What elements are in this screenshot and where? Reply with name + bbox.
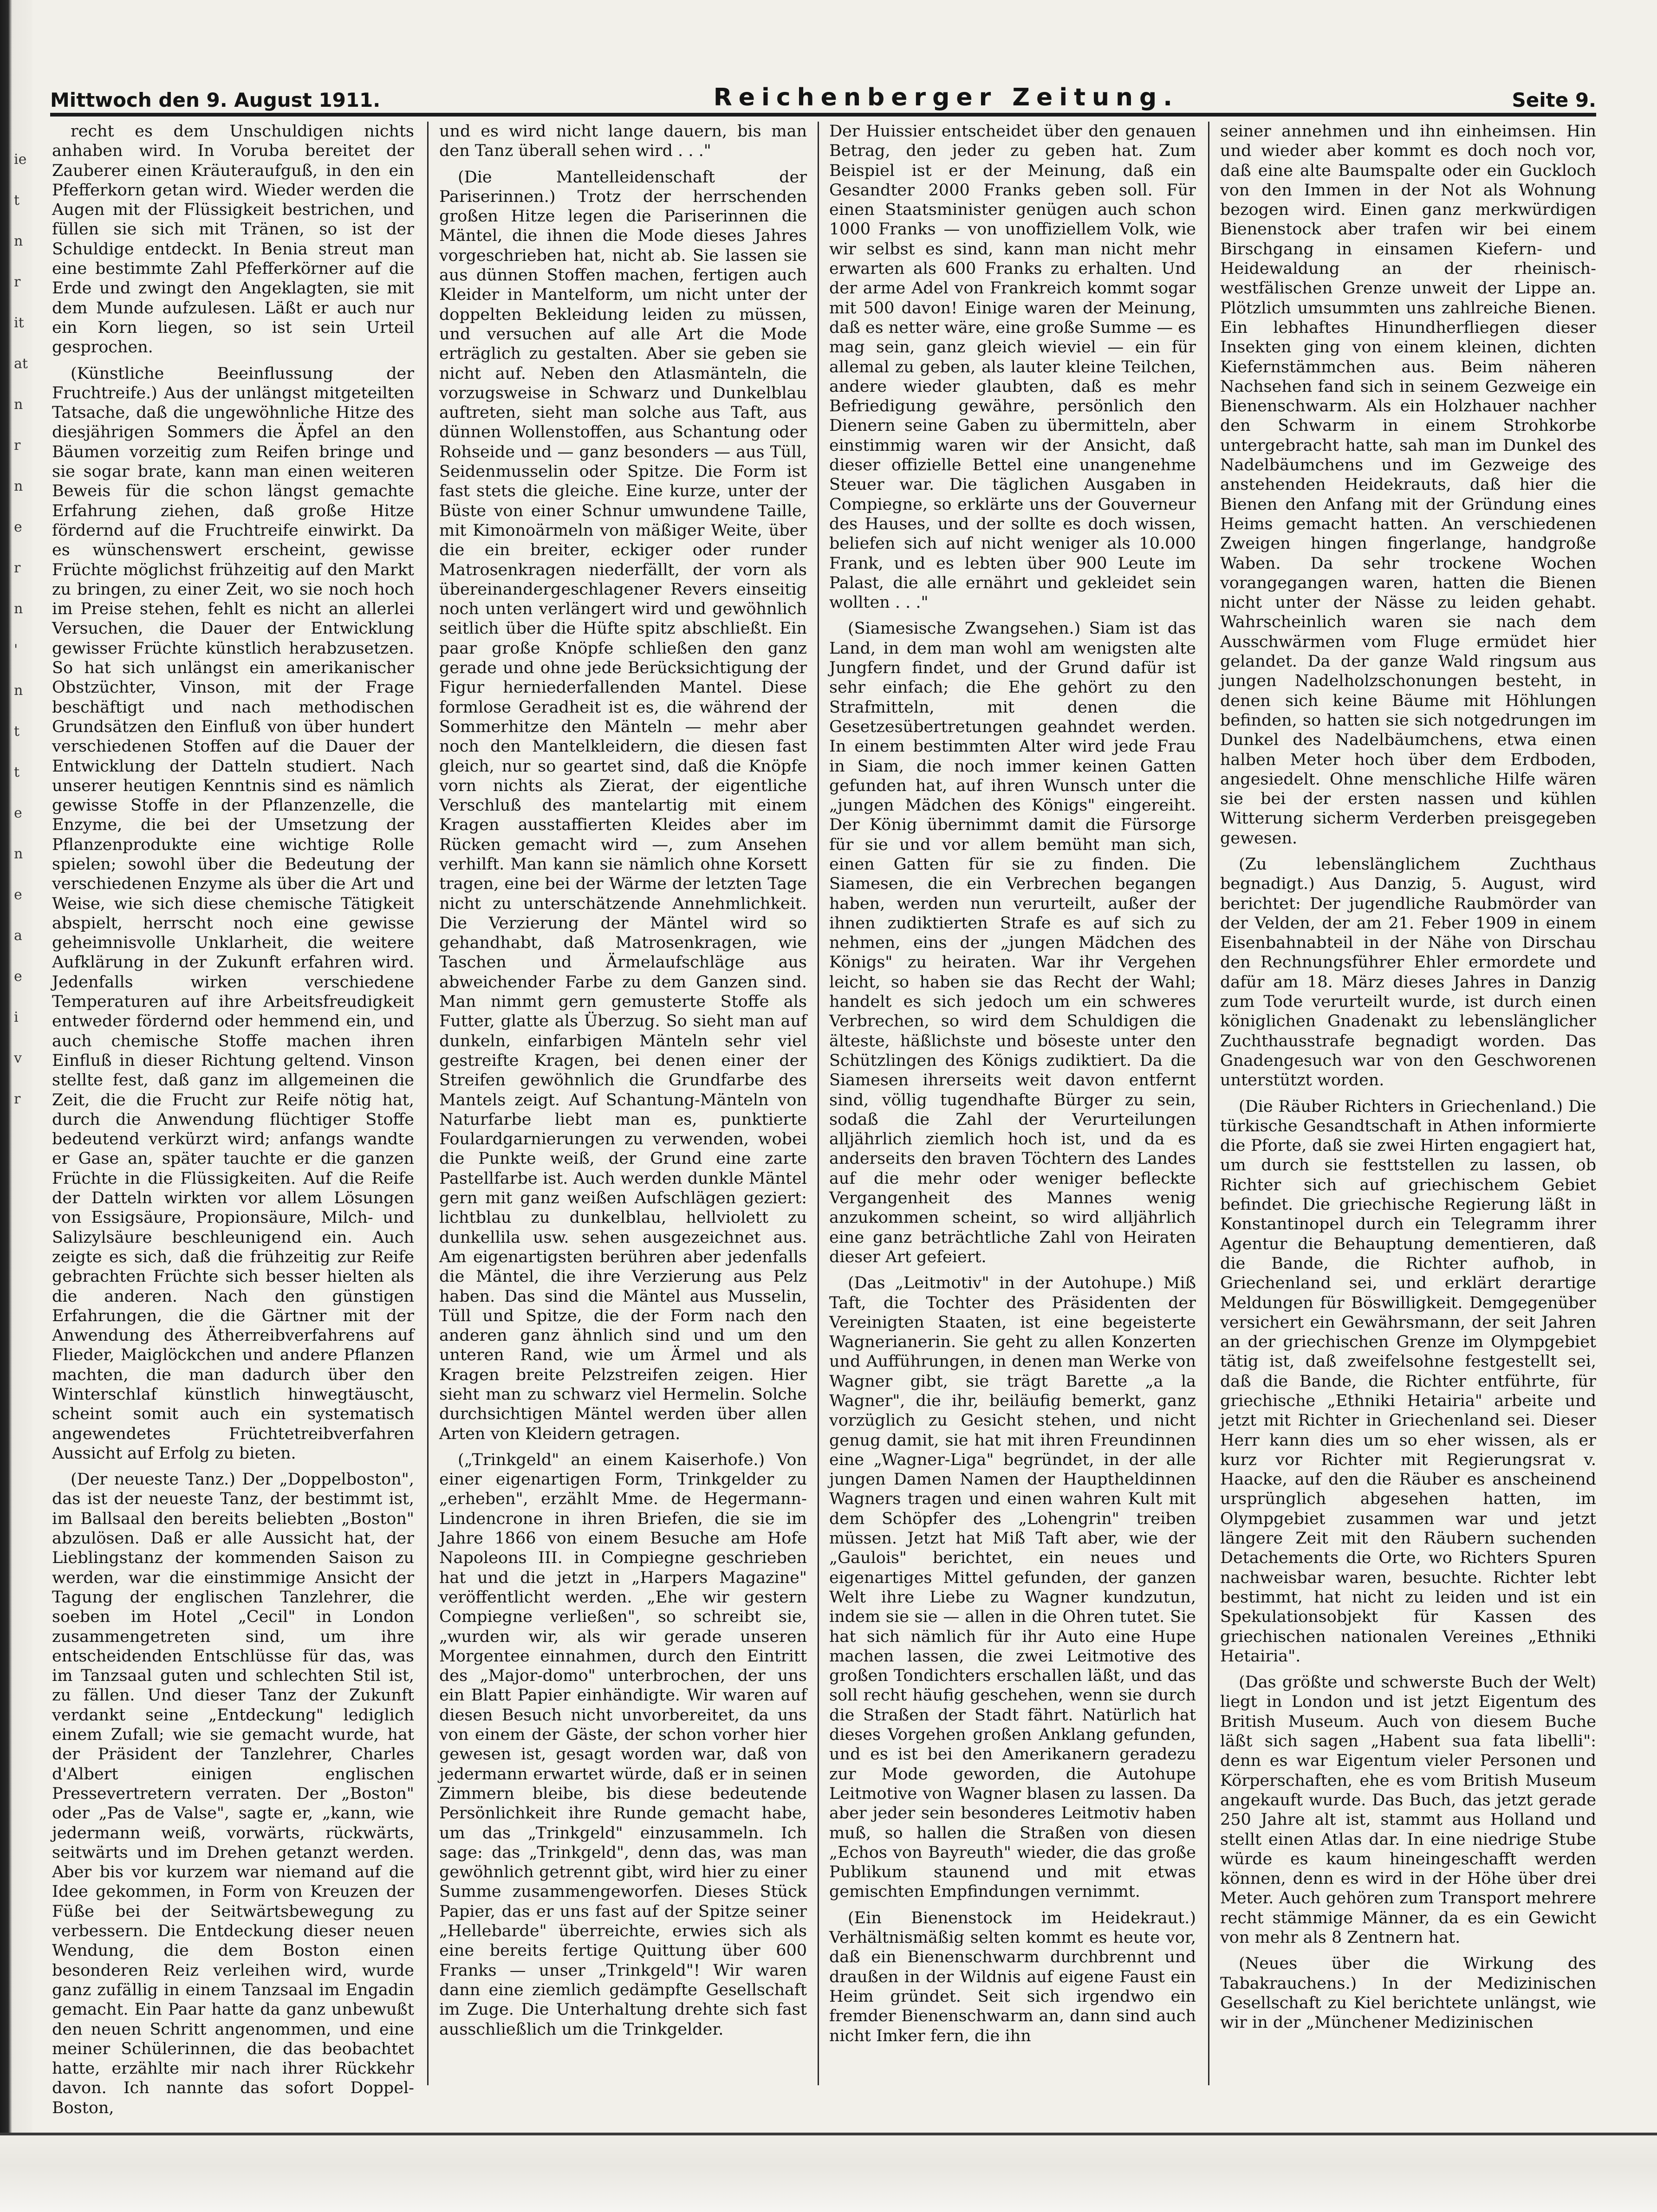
margin-fragment: n — [14, 478, 23, 494]
article-paragraph: (Das größte und schwerste Buch der Welt) liegt in London und ist jetzt Eigentum des British Museum. Auch von diesem Buche läßt sich sagen „Habent sua fata libelli": denn es war Eigentum vieler Personen und Körperschaften, ehe es vom British Museum angekauft wurde. Das Buch, das jetzt gerade 250 Jahre alt ist, stammt aus Holland und stellt einen Atlas dar. In eine niedrige Stube würde es kaum hineingeschafft werden können, denn es wird in der Höhe über drei Meter. Auch gehören zum Transport mehrere recht stämmige Männer, da es ein Gewicht von mehr als 8 Zentnern hat. — [1220, 1673, 1596, 1947]
margin-fragment: n — [14, 601, 23, 617]
margin-fragment: r — [14, 1091, 21, 1107]
header-rule — [50, 113, 1596, 117]
margin-fragment: i — [14, 1009, 19, 1025]
article-paragraph: seiner annehmen und ihn einheimsen. Hin und wieder aber kommt es doch noch vor, daß eine alte Baumspalte oder ein Guckloch von den Immen in der Not als Wohnung bezogen wird. Einen ganz merkwürdigen Bienenstock aber trafen wir bei einem Birschgang in einsamen Kiefern- und Heidewaldung an der rheinisch-westfälischen Grenze unweit der Lippe an. Plötzlich umsummten uns zahlreiche Bienen. Ein lebhaftes Hinundherfliegen dieser Insekten ging von einem kleinen, dichten Kiefernstämmchen aus. Beim näheren Nachsehen fand sich in seinem Gezweige ein Bienenschwarm. Als ein Holzhauer nachher den Schwarm in einem Strohkorbe untergebracht hatte, sah man im Dunkel des Nadelbäumchens und im Gezweige des anstehenden Heidekrauts, daß hier die Bienen den Anfang mit der Gründung eines Heims gemacht hatten. An verschiedenen Zweigen hingen fingerlange, handgroße Waben. Da sehr trockene Wochen vorangegangen waren, hatten die Bienen nicht unter der Nässe zu leiden gehabt. Wahrscheinlich waren sie nach dem Ausschwärmen vom Fluge ermüdet hier gelandet. Da der ganze Wald ringsum aus jungen Nadelholzschonungen besteht, in denen sich keine Bäume mit Höhlungen befinden, so hatten sie sich notgedrungen im Dunkel des Nadelbäumchens, etwa einen halben Meter hoch über dem Erdboden, angesiedelt. Ohne menschliche Hilfe wären sie bei der ersten nassen und kühlen Witterung sicherm Verderben preisgegeben gewesen. — [1220, 122, 1596, 848]
margin-fragment: e — [14, 805, 22, 821]
article-paragraph: Der Huissier entscheidet über den genauen Betrag, den jeder zu geben hat. Zum Beispiel ist er der Meinung, daß ein Gesandter 2000 Franks geben soll. Für einen Staatsminister genügen auch schon 1000 Franks — von unoffiziellem Volk, wie wir selbst es sind, kann man nicht mehr erwarten als 600 Franks zu erhalten. Und der arme Adel von Frankreich kommt sogar mit 500 davon! Einige waren der Meinung, daß es netter wäre, eine große Summe — es mag sein, ganz gleich wieviel — ein für allemal zu geben, als lauter kleine Teilchen, andere wieder glaubten, daß es mehr Befriedigung gewähre, persönlich den Dienern seine Gaben zu übermitteln, aber einstimmig waren wir der Ansicht, daß dieser offizielle Bettel eine unangenehme Steuer war. Die täglichen Ausgaben in Compiegne, so erklärte uns der Gouverneur des Hauses, und der sollte es doch wissen, beliefen sich auf nicht weniger als 10.000 Frank, und es lebten über 900 Leute im Palast, die alle ernährt und gekleidet sein wollten . . ." — [829, 122, 1196, 612]
article-paragraph: und es wird nicht lange dauern, bis man den Tanz überall sehen wird . . ." — [439, 122, 807, 161]
article-paragraph: (Die Räuber Richters in Griechenland.) Die türkische Gesandtschaft in Athen informierte die Pforte, daß sie zwei Hirten engagiert hat, um durch sie festtstellen zu lassen, ob Richter sich auf griechischem Gebiet befindet. Die griechische Regierung läßt in Konstantinopel durch ein Telegramm ihrer Agentur die Behauptung dementieren, daß die Bande, die Richter aufhob, in Griechenland sei, und erklärt derartige Meldungen für Böswilligkeit. Demgegenüber versichert ein Gewährsmann, der seit Jahren an der griechischen Grenze im Olympgebiet tätig ist, daß zweifelsohne festgestellt sei, daß die Bande, die Richter entführte, für griechische „Ethniki Hetairia" arbeite und jetzt mit Richter in Griechenland sei. Dieser Herr kann dies um so eher wissen, als er kurz vor Richter mit Regierungsrat v. Haacke, auf den die Räuber es anscheinend ursprünglich abgesehen hatten, im Olympgebiet zusammen war und jetzt längere Zeit mit den Räubern suchenden Detachements die Orte, wo Richters Spuren nachweisbar waren, besuchte. Richter lebt bestimmt, hat nicht zu leiden und ist ein Spekulationsobjekt für Kassen des griechischen nationalen Vereines „Ethniki Hetairia". — [1220, 1097, 1596, 1666]
margin-fragment: n — [14, 396, 23, 413]
article-paragraph: (Künstliche Beeinflussung der Fruchtreife.) Aus der unlängst mitgeteilten Tatsache, daß die ungewöhnliche Hitze des diesjährigen Sommers die Äpfel an den Bäumen vorzeitig zum Reifen bringe und sie sogar brate, kann man einen weiteren Beweis für die schon längst gemachte Erfahrung ziehen, daß große Hitze fördernd auf die Fruchtreife einwirkt. Da es wünschenswert erscheint, gewisse Früchte möglichst frühzeitig auf den Markt zu bringen, zu einer Zeit, wo sie noch hoch im Preise stehen, fehlt es nicht an allerlei Versuchen, die Dauer der Entwicklung gewisser Früchte künstlich herabzusetzen. So hat sich unlängst ein amerikanischer Obstzüchter, Vinson, mit der Frage beschäftigt und nach methodischen Grundsätzen den Einfluß von über hundert verschiedenen Stoffen auf die Dauer der Entwicklung der Datteln studiert. Nach unserer heutigen Kenntnis sind es nämlich gewisse Stoffe in der Pflanzenzelle, die Enzyme, die bei der Umsetzung der Pflanzenprodukte eine wichtige Rolle spielen; sowohl über die Bedeutung der verschiedenen Enzyme als über die Art und Weise, wie sich diese chemische Tätigkeit abspielt, herrscht noch eine gewisse geheimnisvolle Unklarheit, die weitere Aufklärung in der Zukunft erfahren wird. Jedenfalls wirken verschiedene Temperaturen auf ihre Arbeitsfreudigkeit entweder fördernd oder hemmend ein, und auch chemische Stoffe machen ihren Einfluß in dieser Richtung geltend. Vinson stellte fest, daß ganz im allgemeinen die Zeit, die die Frucht zur Reife nötig hat, durch die Anwendung flüchtiger Stoffe bedeutend verkürzt wird; anfangs wandte er Gase an, später tauchte er die ganzen Früchte in die Flüssigkeiten. Auf die Reife der Datteln wirkten vor allem Lösungen von Essigsäure, Propionsäure, Milch- und Salizylsäure beschleunigend ein. Auch zeigte es sich, daß die frühzeitig zur Reife gebrachten Früchte sich besser hielten als die anderen. Nach den günstigen Erfahrungen, die die Gärtner mit der Anwendung des Ätherreibverfahrens auf Flieder, Maiglöckchen und andere Pflanzen machten, die man dadurch über den Winterschlaf künstlich hinwegtäuscht, scheint somit auch ein systematisch angewendetes Früchtetreibverfahren Aussicht auf Erfolg zu bieten. — [52, 364, 414, 1463]
margin-fragment: n — [14, 846, 23, 862]
column-divider — [818, 122, 819, 2085]
margin-fragment: r — [14, 560, 21, 576]
margin-fragment: n — [14, 233, 23, 249]
article-paragraph: („Trinkgeld" an einem Kaiserhofe.) Von einer eigenartigen Form, Trinkgelder zu „erheben", erzählt Mme. de Hegermann-Lindencrone in ihren Briefen, die sie im Jahre 1866 von einem Besuche am Hofe Napoleons III. in Compiegne geschrieben hat und die jetzt in „Harpers Magazine" veröffentlicht werden. „Ehe wir gestern Compiegne verließen", so schreibt sie, „wurden wir, als wir gerade unseren Morgentee einnahmen, durch den Eintritt des „Major-domo" unterbrochen, der uns ein Blatt Papier einhändigte. Wir waren auf diesen Besuch nicht unvorbereitet, da uns von einem der Gäste, der schon vorher hier gewesen ist, gesagt worden war, daß von jedermann erwartet würde, daß er in seinen Zimmern bleibe, bis diese bedeutende Persönlichkeit ihre Runde gemacht habe, um das „Trinkgeld" einzusammeln. Ich sage: das „Trinkgeld", denn das, was man gewöhnlich getrennt gibt, wird hier zu einer Summe zusammengeworfen. Dieses Stück Papier, das er uns fast auf der Spitze seiner „Hellebarde" überreichte, erwies sich als eine bereits fertige Quittung über 600 Franks — unser „Trinkgeld"! Wir waren dann eine ziemlich gedämpfte Gesellschaft im Zuge. Die Unterhaltung drehte sich fast ausschließlich um die Trinkgelder. — [439, 1450, 807, 2039]
text-column-4 — [1220, 122, 1596, 2076]
margin-fragment: e — [14, 519, 22, 535]
header-page-number: Seite 9. — [1512, 89, 1596, 111]
article-paragraph: (Neues über die Wirkung des Tabakrauchens.) In der Medizinischen Gesellschaft zu Kiel berichtete unlängst, wie wir in der „Münchener Medizinischen — [1220, 1954, 1596, 2032]
article-paragraph: (Das „Leitmotiv" in der Autohupe.) Miß Taft, die Tochter des Präsidenten der Vereinigten Staaten, ist eine begeisterte Wagnerianerin. Sie geht zu allen Konzerten und Aufführungen, in denen man Werke von Wagner gibt, sie trägt Barette „a la Wagner", die ihr, beiläufig bemerkt, ganz vorzüglich zu Gesicht stehen, und nicht genug damit, sie hat mit ihren Freundinnen eine „Wagner-Liga" begründet, in der alle jungen Damen Namen der Hauptheldinnen Wagners tragen und einen wahren Kult mit dem Schöpfer des „Lohengrin" treiben müssen. Jetzt hat Miß Taft aber, wie der „Gaulois" berichtet, ein neues und eigenartiges Mittel gefunden, der ganzen Welt ihre Liebe zu Wagner kundzutun, indem sie sie — allen in die Ohren tutet. Sie hat sich nämlich für ihr Auto eine Hupe machen lassen, die zwei Leitmotive des großen Tondichters erschallen läßt, und das soll recht häufig geschehen, wenn sie durch die Straßen der Stadt fährt. Natürlich hat dieses Vorgehen großen Anklang gefunden, und es ist bei den Amerikanern geradezu zur Mode geworden, die Autohupe Leitmotive von Wagner blasen zu lassen. Da aber jeder sein besonderes Leitmotiv haben muß, so hallen die Straßen von diesen „Echos von Bayreuth" wieder, die das große Publikum staunend und mit etwas gemischten Empfindungen vernimmt. — [829, 1274, 1196, 1901]
margin-fragment: v — [14, 1050, 22, 1066]
article-paragraph: (Der neueste Tanz.) Der „Doppelboston", das ist der neueste Tanz, der bestimmt ist, im Ballsaal den bereits beliebten „Boston" abzulösen. Daß er alle Aussicht hat, der Lieblingstanz der kommenden Saison zu werden, war die einstimmige Ansicht der Tagung der englischen Tanzlehrer, die soeben im Hotel „Cecil" in London zusammengetreten sind, um ihre entscheidenden Entschlüsse für das, was im Tanzsaal guten und schlechten Stil ist, zu fällen. Und dieser Tanz der Zukunft verdankt seine „Entdeckung" lediglich einem Zufall; wie sie gemacht wurde, hat der Präsident der Tanzlehrer, Charles d'Albert einigen englischen Pressevertretern verraten. Der „Boston" oder „Pas de Valse", sagte er, „kann, wie jedermann weiß, vorwärts, rückwärts, seitwärts und im Drehen getanzt werden. Aber bis vor kurzem war niemand auf die Idee gekommen, in Form von Kreuzen der Füße bei der Seitwärtsbewegung zu verbessern. Die Entdeckung dieser neuen Wendung, die dem Boston einen besonderen Reiz verleihen wird, wurde ganz zufällig in einem Tanzsaal im Engadin gemacht. Ein Paar hatte da ganz unbewußt den neuen Schritt angenommen, und eine meiner Schülerinnen, die das beobachtet hatte, erzählte mir nach ihrer Rückkehr davon. Ich nannte das sofort Doppel-Boston, — [52, 1470, 414, 2117]
margin-fragment: t — [14, 723, 20, 739]
page-header — [50, 70, 1596, 111]
column-divider — [1208, 122, 1209, 2085]
page-bottom-edge — [0, 2133, 1657, 2212]
margin-fragment: r — [14, 274, 21, 290]
margin-fragment: t — [14, 192, 20, 208]
margin-fragment: n — [14, 682, 23, 699]
header-date: Mittwoch den 9. August 1911. — [50, 89, 381, 111]
text-column-2 — [439, 122, 807, 2076]
margin-fragment: ie — [14, 151, 27, 168]
article-paragraph: (Zu lebenslänglichem Zuchthaus begnadigt.) Aus Danzig, 5. August, wird berichtet: Der jugendliche Raubmörder van der Velden, der am 21. Feber 1909 in einem Eisenbahnabteil in der Nähe von Dirschau den Rechnungsführer Ehler ermordete und dafür am 18. März dieses Jahres in Danzig zum Tode verurteilt wurde, ist durch einen königlichen Gnadenakt zu lebenslänglicher Zuchthausstrafe begnadigt worden. Das Gnadengesuch war von den Geschworenen unterstützt worden. — [1220, 855, 1596, 1090]
margin-fragment: r — [14, 437, 21, 454]
margin-fragment: a — [14, 928, 22, 944]
margin-fragment: t — [14, 764, 20, 780]
left-margin-fragments — [14, 139, 37, 1161]
header-newspaper-title: Reichenberger Zeitung. — [713, 84, 1179, 111]
text-column-3 — [829, 122, 1196, 2076]
margin-fragment: at — [14, 356, 28, 372]
margin-fragment: it — [14, 315, 24, 331]
column-divider — [427, 122, 429, 2085]
article-paragraph: (Ein Bienenstock im Heidekraut.) Verhältnismäßig selten kommt es heute vor, daß ein Bienenschwarm durchbrennt und draußen in der Wildnis auf eigene Faust ein Heim gründet. Seit sich irgendwo ein fremder Bienenschwarm an, dann sind auch nicht Imker fern, die ihn — [829, 1908, 1196, 2045]
margin-fragment: ' — [14, 642, 18, 658]
article-paragraph: recht es dem Unschuldigen nichts anhaben wird. In Voruba bereitet der Zauberer einen Kräuteraufguß, in den ein Pfefferkorn getan wird. Wieder werden die Augen mit der Flüssigkeit bestrichen, und füllen sie sich mit Tränen, so ist der Schuldige entdeckt. In Benia streut man eine bestimmte Zahl Pfefferkörner auf die Erde und zwingt den Angeklagten, sie mit dem Munde aufzulesen. Läßt er auch nur ein Korn liegen, so ist sein Urteil gesprochen. — [52, 122, 414, 357]
text-column-1 — [52, 122, 414, 2117]
article-paragraph: (Siamesische Zwangsehen.) Siam ist das Land, in dem man wohl am wenigsten alte Jungfern findet, und der Grund dafür ist sehr einfach; die Ehe gehört zu den Strafmitteln, mit denen die Gesetzesübertretungen geahndet werden. In einem bestimmten Alter wird jede Frau in Siam, die noch immer keinen Gatten gefunden hat, auf ihren Wunsch unter die „jungen Mädchen des Königs" eingereiht. Der König übernimmt damit die Fürsorge für sie und vor allem bemüht man sich, einen Gatten für sie zu finden. Die Siamesen, die ein Verbrechen begangen haben, werden nun verurteilt, außer der ihnen zudiktierten Strafe es auf sich zu nehmen, eins der „jungen Mädchen des Königs" zu heiraten. War ihr Vergehen leicht, so haben sie das Recht der Wahl; handelt es sich jedoch um ein schweres Verbrechen, so wird dem Schuldigen die älteste, häßlichste und böseste unter den Schützlingen des Königs zudiktiert. Da die Siamesen ihrerseits weit davon entfernt sind, völlig tugendhafte Bürger zu sein, sodaß die Zahl der Verurteilungen alljährlich ziemlich hoch ist, und da es anderseits den braven Töchtern des Landes auf die mehr oder weniger befleckte Vergangenheit des Mannes wenig anzukommen scheint, so wird alljährlich eine ganz beträchtliche Zahl von Heiraten dieser Art gefeiert. — [829, 619, 1196, 1266]
margin-fragment: e — [14, 887, 22, 903]
article-paragraph: (Die Mantelleidenschaft der Pariserinnen.) Trotz der herrschenden großen Hitze legen die Pariserinnen die Mäntel, die ihnen die Mode dieses Jahres vorgeschrieben hat, nicht ab. Sie lassen sie aus dünnen Stoffen machen, fertigen auch Kleider in Mantelform, um nicht unter der doppelten Bekleidung leiden zu müssen, und versuchen auf alle Art die Mode erträglich zu gestalten. Aber sie geben sie nicht auf. Neben den Atlasmänteln, die vorzugsweise in Schwarz und Dunkelblau auftreten, sieht man solche aus Taft, aus dünnen Wollenstoffen, aus Schantung oder Rohseide und — ganz besonders — aus Tüll, Seidenmusselin oder Spitze. Die Form ist fast stets die gleiche. Eine kurze, unter der Büste von einer Schnur umwundene Taille, mit Kimonoärmeln von mäßiger Weite, über die ein breiter, eckiger oder runder Matrosenkragen niederfällt, der vorn als übereinandergeschlagener Revers einseitig noch unten verlängert wird und gewöhnlich seitlich über die Hüfte spitz abschließt. Ein paar große Knöpfe schließen den ganz gerade und ohne jede Berücksichtigung der Figur herniederfallenden Mantel. Diese formlose Geradheit ist es, die während der Sommerhitze den Mänteln — mehr aber noch den Mantelkleidern, die diesen fast gleich, nur so geartet sind, daß die Knöpfe vorn nichts als Zierat, der eigentliche Verschluß des mantelartig mit einem Kragen ausstaffierten Kleides aber im Rücken gemacht wird —, zum Ansehen verhilft. Man kann sie nämlich ohne Korsett tragen, eine bei der Wärme der letzten Tage nicht zu unterschätzende Annehmlichkeit. Die Verzierung der Mäntel wird so gehandhabt, daß Matrosenkragen, wie Taschen und Ärmelaufschläge aus abweichender Farbe zu dem Ganzen sind. Man nimmt gern gemusterte Stoffe als Futter, glatte als Überzug. So sieht man auf dunkeln, einfarbigen Mänteln sehr viel gestreifte Kragen, bei denen einer der Streifen gewöhnlich die Grundfarbe des Mantels zeigt. Auf Schantung-Mänteln von Naturfarbe liebt man es, punktierte Foulardgarnierungen zu verwenden, wobei die Punkte weiß, der Grund eine zarte Pastellfarbe ist. Auch werden dunkle Mäntel gern mit ganz weißen Aufschlägen geziert: lichtblau zu dunkelblau, hellviolett zu dunkellila usw. sehen ausgezeichnet aus. Am eigenartigsten berühren aber jedenfalls die Mäntel, die ihre Verzierung aus Pelz haben. Das sind die Mäntel aus Musselin, Tüll und Spitze, die der Form nach den anderen ganz ähnlich sind und um den unteren Rand, wie um Ärmel und als Kragen breite Pelzstreifen zeigen. Hier sieht man zu schwarz viel Hermelin. Solche durchsichtigen Mäntel werden über allen Arten von Kleidern getragen. — [439, 168, 807, 1443]
margin-fragment: e — [14, 968, 22, 985]
